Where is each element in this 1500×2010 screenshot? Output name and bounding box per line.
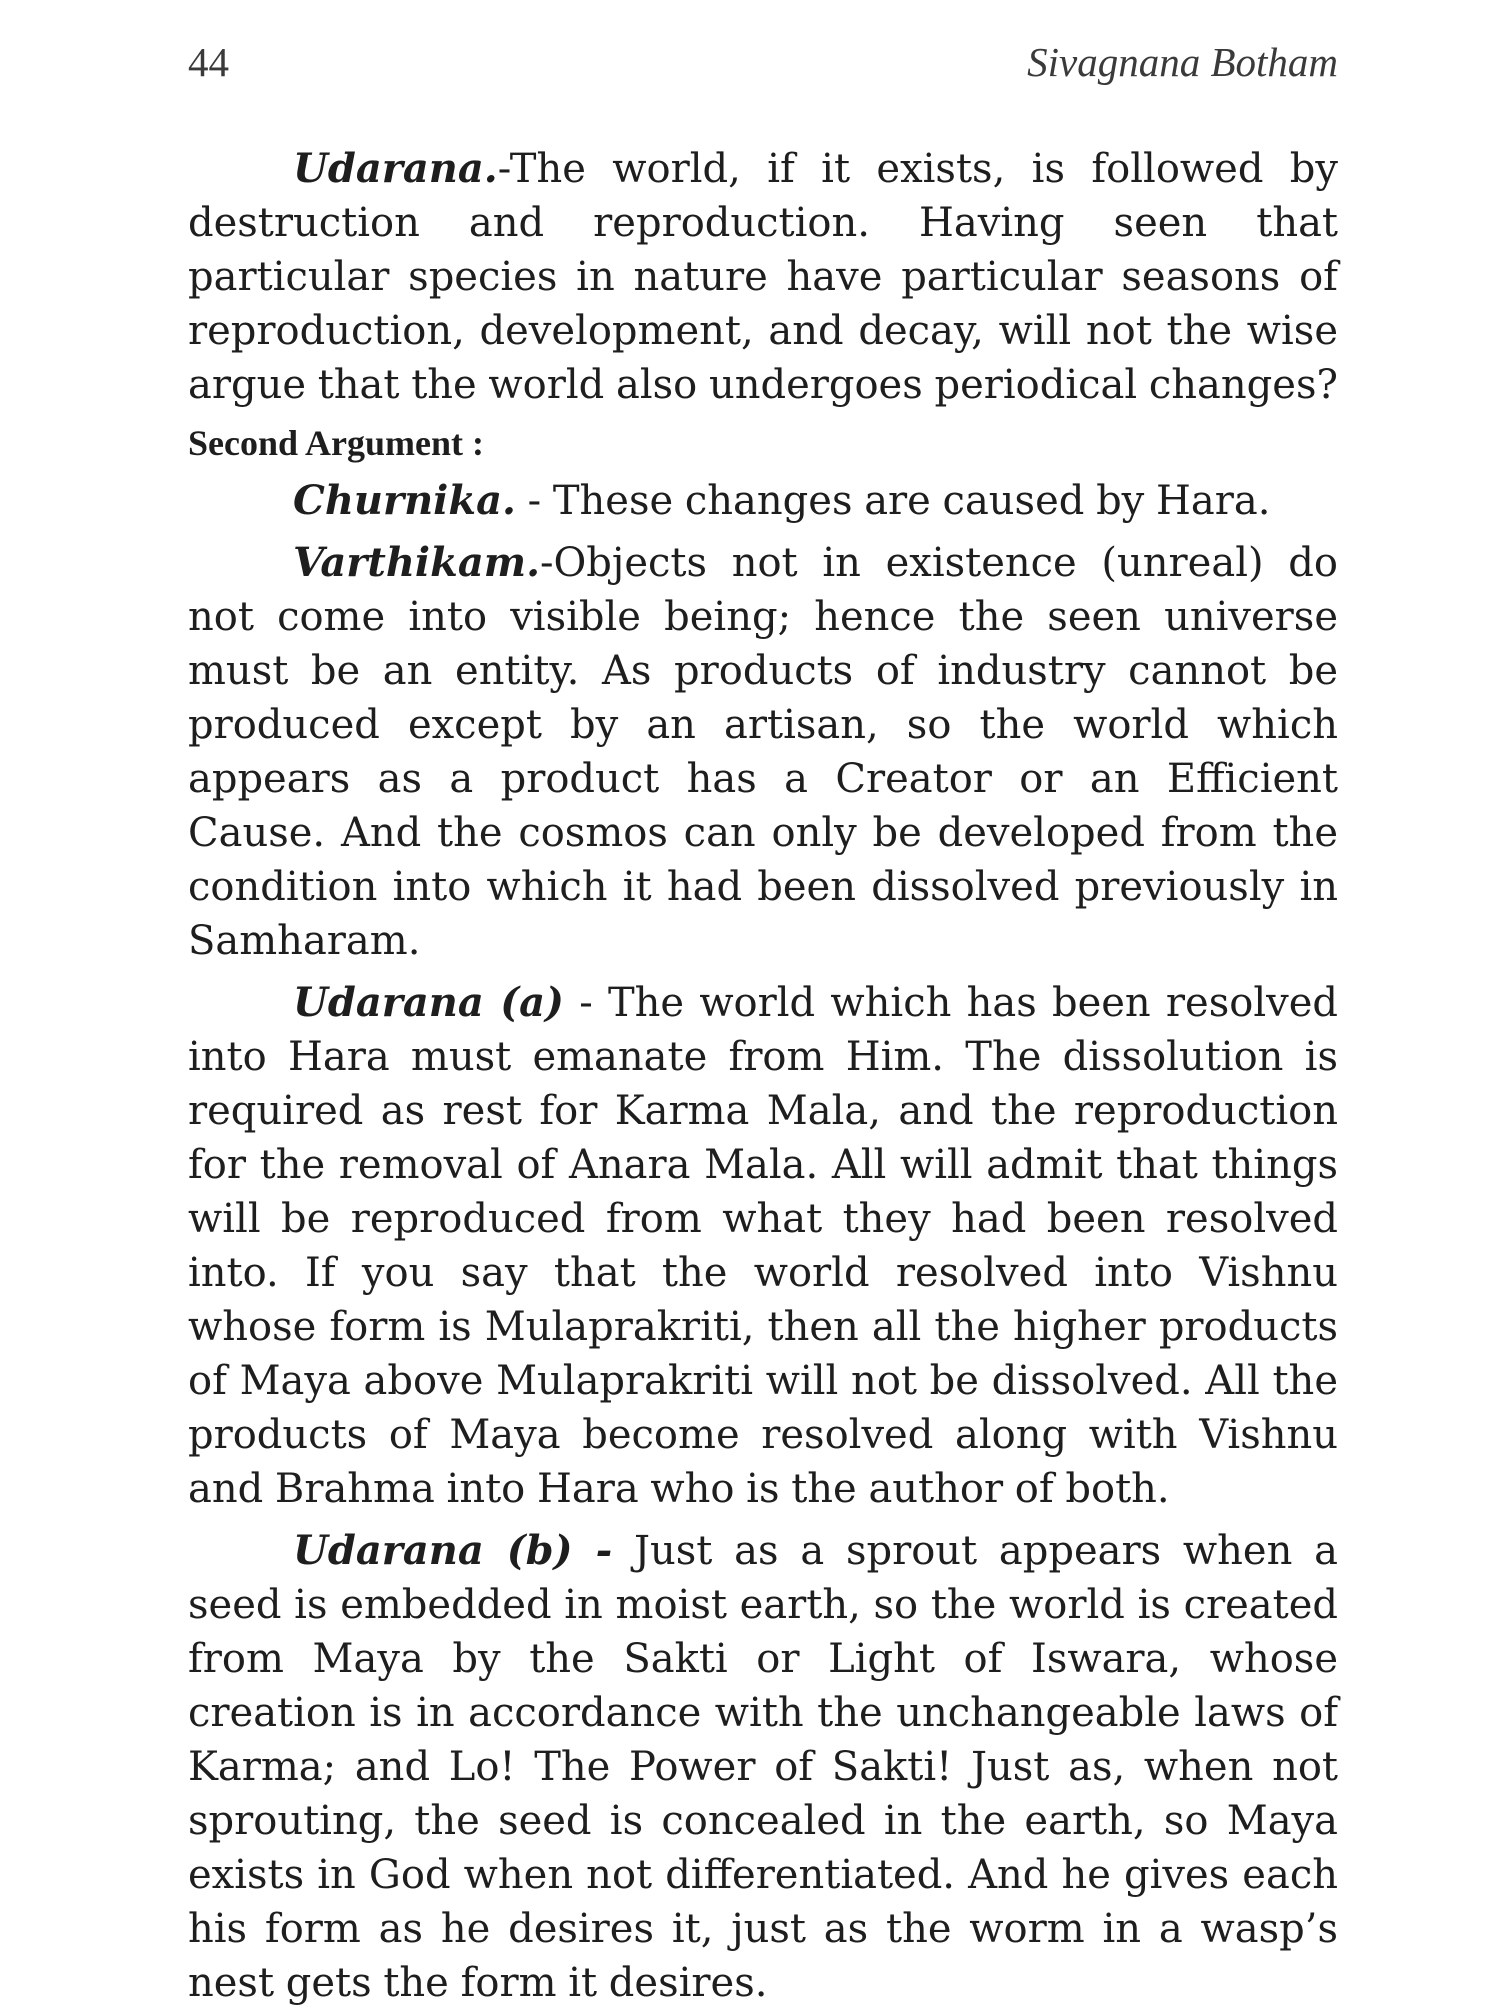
paragraph-udarana-text: -The world, if it exists, is followed by destruction and reproduction. Having seen that particular species in nature have particular seasons of reproduction, development, and decay, will not the wise argue that the world also undergoes periodical changes? bbox=[188, 146, 1338, 408]
term-churnika: Churnika. bbox=[293, 477, 516, 524]
term-varthikam: Varthikam. bbox=[293, 539, 540, 586]
paragraph-churnika bbox=[188, 474, 1338, 528]
running-title: Sivagnana Botham bbox=[1027, 39, 1338, 85]
paragraph-churnika-text: - These changes are caused by Hara. bbox=[515, 478, 1271, 524]
paragraph-udarana-b-text: Just as a sprout appears when a seed is embedded in moist earth, so the world is created from Maya by the Sakti or Light of Iswara, whose creation is in accordance with the unchangeable laws of Karma; and Lo! The Power of Sakti! Just as, when not sprouting, the seed is concealed in the earth, so Maya exists in God when not differentiated. And he gives each his form as he desires it, just as the worm in a wasp’s nest gets the form it desires. bbox=[188, 1528, 1338, 2006]
paragraph-varthikam-text: -Objects not in existence (unreal) do not come into visible being; hence the seen universe must be an entity. As products of industry cannot be produced except by an artisan, so the world which appears as a product has a Creator or an Efficient Cause. And the cosmos can only be developed from the condition into which it had been dissolved previously in Samharam. bbox=[188, 540, 1338, 964]
paragraph-varthikam bbox=[188, 536, 1338, 968]
paragraph-udarana-b bbox=[188, 1524, 1338, 2010]
page-number: 44 bbox=[188, 39, 229, 85]
paragraph-udarana bbox=[188, 142, 1338, 412]
paragraph-udarana-a-text: - The world which has been resolved into Hara must emanate from Him. The dissolution is required as rest for Karma Mala, and the reproduction for the removal of Anara Mala. All will admit that things will be reproduced from what they had been resolved into. If you say that the world resolved into Vishnu whose form is Mulaprakriti, then all the higher products of Maya above Mulaprakriti will not be dissolved. All the products of Maya become resolved along with Vishnu and Brahma into Hara who is the author of both. bbox=[188, 980, 1338, 1512]
term-udarana-b: Udarana (b) - bbox=[293, 1527, 613, 1574]
term-udarana: Udarana. bbox=[293, 145, 498, 192]
page-header bbox=[188, 28, 1338, 88]
term-udarana-a: Udarana (a) bbox=[293, 979, 564, 1026]
section-heading-second-argument: Second Argument : bbox=[188, 423, 484, 463]
paragraph-udarana-a bbox=[188, 976, 1338, 1516]
body-text bbox=[188, 142, 1338, 2010]
